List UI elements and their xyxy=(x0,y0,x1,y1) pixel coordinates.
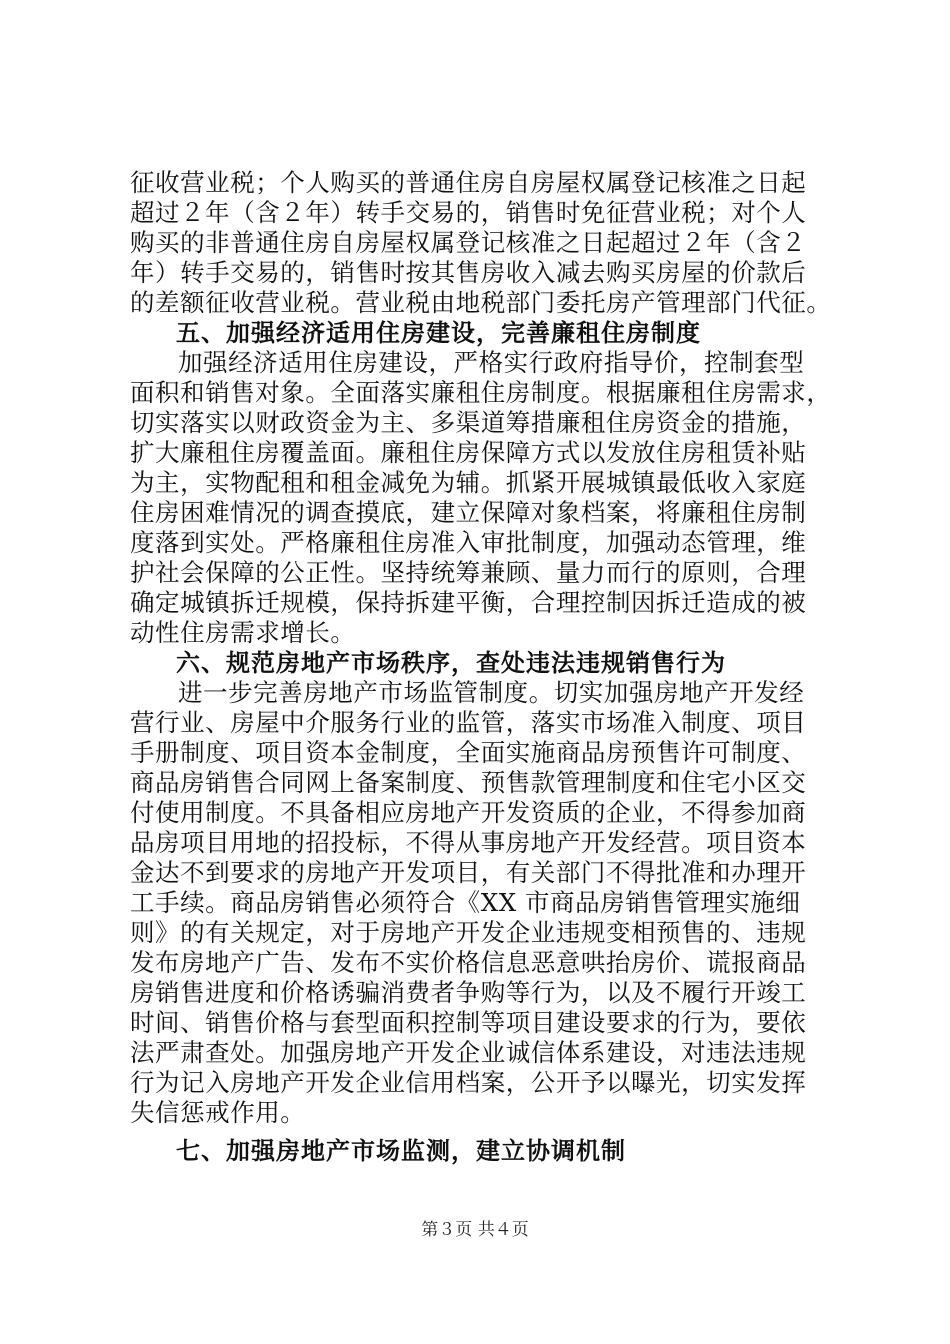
paragraph-line: 确定城镇拆迁规模，保持拆建平衡，合理控制因拆迁造成的被 xyxy=(130,588,807,617)
section6-paragraph xyxy=(130,678,840,1128)
paragraph-line: 工手续。商品房销售必须符合《XX 市商品房销售管理实施细 xyxy=(130,888,801,917)
paragraph-line: 失信惩戒作用。 xyxy=(130,1098,306,1127)
section7-heading: 七、加强房地产市场监测，建立协调机制 xyxy=(176,1137,626,1165)
paragraph-line: 为主，实物配租和租金减免为辅。抓紧开展城镇最低收入家庭 xyxy=(130,468,807,497)
paragraph-line: 营行业、房屋中介服务行业的监管，落实市场准入制度、项目 xyxy=(130,708,807,737)
paragraph-line: 面积和销售对象。全面落实廉租住房制度。根据廉租住房需求， xyxy=(130,378,832,407)
paragraph-line: 房销售进度和价格诱骗消费者争购等行为，以及不履行开竣工 xyxy=(130,978,807,1007)
paragraph-line: 品房项目用地的招投标，不得从事房地产开发经营。项目资本 xyxy=(130,828,807,857)
paragraph-line: 购买的非普通住房自房屋权属登记核准之日起超过２年（含２ xyxy=(130,228,807,257)
section5-heading: 五、加强经济适用住房建设，完善廉租住房制度 xyxy=(176,319,701,347)
paragraph-line: 住房困难情况的调查摸底，建立保障对象档案，将廉租住房制 xyxy=(130,498,807,527)
paragraph-line: 手册制度、项目资本金制度，全面实施商品房预售许可制度、 xyxy=(130,738,807,767)
paragraph-line: 超过２年（含２年）转手交易的，销售时免征营业税；对个人 xyxy=(130,198,807,227)
paragraph-line: 扩大廉租住房覆盖面。廉租住房保障方式以发放住房租赁补贴 xyxy=(130,438,807,467)
page-footer: 第３页 共４页 xyxy=(421,1220,529,1240)
paragraph-line: 时间、销售价格与套型面积控制等项目建设要求的行为，要依 xyxy=(130,1008,807,1037)
document-page xyxy=(130,168,840,1166)
paragraph-line: 征收营业税；个人购买的普通住房自房屋权属登记核准之日起 xyxy=(130,168,807,197)
paragraph-line: 进一步完善房地产市场监管制度。切实加强房地产开发经 xyxy=(178,678,805,707)
paragraph-line: 度落到实处。严格廉租住房准入审批制度，加强动态管理，维 xyxy=(130,528,807,557)
paragraph-line: 的差额征收营业税。营业税由地税部门委托房产管理部门代征。 xyxy=(130,288,832,317)
section5-paragraph xyxy=(130,348,840,648)
paragraph-line: 金达不到要求的房地产开发项目，有关部门不得批准和办理开 xyxy=(130,858,807,887)
paragraph-line: 付使用制度。不具备相应房地产开发资质的企业，不得参加商 xyxy=(130,798,807,827)
paragraph-line: 法严肃查处。加强房地产开发企业诚信体系建设，对违法违规 xyxy=(130,1038,807,1067)
section4-tail-paragraph xyxy=(130,168,840,318)
paragraph-line: 动性住房需求增长。 xyxy=(130,618,356,647)
paragraph-line: 行为记入房地产开发企业信用档案，公开予以曝光，切实发挥 xyxy=(130,1068,807,1097)
paragraph-line: 切实落实以财政资金为主、多渠道筹措廉租住房资金的措施， xyxy=(130,408,807,437)
paragraph-line: 发布房地产广告、发布不实价格信息恶意哄抬房价、谎报商品 xyxy=(130,948,807,977)
paragraph-line: 商品房销售合同网上备案制度、预售款管理制度和住宅小区交 xyxy=(130,768,807,797)
paragraph-line: 护社会保障的公正性。坚持统筹兼顾、量力而行的原则，合理 xyxy=(130,558,807,587)
section6-heading: 六、规范房地产市场秩序，查处违法违规销售行为 xyxy=(176,649,726,677)
paragraph-line: 则》的有关规定，对于房地产开发企业违规变相预售的、违规 xyxy=(130,918,807,947)
paragraph-line: 加强经济适用住房建设，严格实行政府指导价，控制套型 xyxy=(178,348,805,377)
paragraph-line: 年）转手交易的，销售时按其售房收入减去购买房屋的价款后 xyxy=(130,258,807,287)
